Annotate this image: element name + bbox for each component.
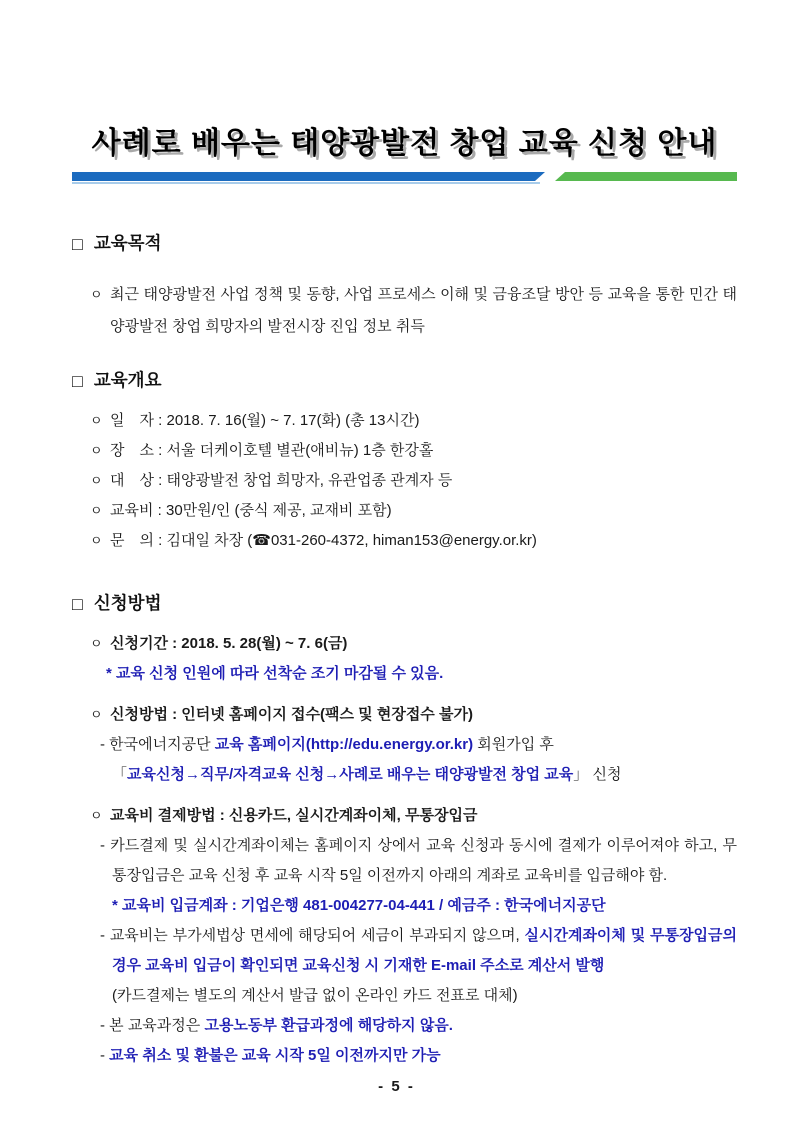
section-apply	[72, 590, 742, 1071]
payment-labor-line	[72, 1011, 737, 1041]
page-title: 사례로 배우는 태양광발전 창업 교육 신청 안내	[91, 127, 718, 160]
blue-bar-segment	[72, 172, 545, 181]
apply-method-path-line	[72, 760, 737, 790]
title-underline-bar	[72, 172, 737, 184]
light-blue-underline	[72, 182, 540, 184]
overview-item-label: 일 자	[110, 412, 154, 429]
tax-exempt-text: - 교육비는 부가세법상 면세에 해당되어 세금이 부과되지 않으며,	[100, 927, 525, 944]
page-number: - 5 -	[378, 1078, 415, 1095]
payment-method-text: 교육비 결제방법 : 신용카드, 실시간계좌이체, 무통장입금	[110, 807, 478, 824]
overview-item-date	[72, 406, 737, 436]
overview-item-label: 교육비	[110, 502, 154, 519]
section-heading-label: 신청방법	[93, 593, 162, 613]
menu-path-text: 교육신청→직무/자격교육 신청→사례로 배우는 태양광발전 창업 교육	[127, 766, 574, 783]
overview-item-value: 30만원/인 (중식 제공, 교재비 포함)	[166, 502, 392, 519]
apply-payment-title	[72, 801, 737, 831]
square-bullet-icon: □	[72, 594, 83, 614]
path-close-bracket: 」	[573, 766, 589, 783]
square-bullet-icon: □	[72, 371, 83, 391]
payment-card-line	[72, 831, 737, 891]
no-refund-course-text: 고용노동부 환급과정에 해당하지 않음.	[204, 1017, 453, 1034]
section-apply-heading	[72, 590, 737, 615]
overview-item-audience	[72, 466, 737, 496]
circle-bullet-icon: ㅇ	[90, 533, 103, 548]
circle-bullet-icon: ㅇ	[90, 808, 103, 823]
circle-bullet-icon: ㅇ	[90, 707, 103, 722]
overview-item-separator: :	[153, 472, 167, 489]
homepage-line-suffix: 회원가입 후	[473, 736, 554, 753]
apply-period-group	[72, 629, 737, 689]
payment-tax-line	[72, 921, 742, 981]
path-suffix-text: 신청	[588, 766, 622, 783]
section-overview	[72, 367, 737, 556]
payment-card-slip-line	[72, 981, 737, 1011]
bank-account-text: * 교육비 입금계좌 : 기업은행 481-004277-04-441 / 예금주 : 한국에너지공단	[112, 897, 606, 914]
overview-item-contact	[72, 526, 737, 556]
section-heading-label: 교육목적	[93, 233, 162, 253]
overview-item-separator: :	[153, 442, 167, 459]
path-open-bracket: 「	[112, 766, 128, 783]
apply-method-text: 신청방법 : 인터넷 홈페이지 접수(팩스 및 현장접수 불가)	[110, 706, 473, 723]
cancel-refund-text: 교육 취소 및 환불은 교육 시작 5일 이전까지만 가능	[109, 1047, 441, 1064]
purpose-paragraph	[72, 279, 737, 343]
overview-item-label: 문 의	[110, 532, 154, 549]
apply-payment-group	[72, 801, 742, 1071]
first-come-note-text: * 교육 신청 인원에 따라 선착순 조기 마감될 수 있음.	[106, 665, 444, 682]
card-transfer-text: - 카드결제 및 실시간계좌이체는 홈페이지 상에서 교육 신청과 동시에 결제가 이루어져야 하고, 무통장입금은 교육 신청 후 교육 시작 5일 이전까지 아래의 계좌로 교육비를 입금해야 함.	[100, 837, 737, 884]
overview-item-label: 장 소	[110, 442, 154, 459]
circle-bullet-icon: ㅇ	[90, 473, 103, 488]
green-bar-segment	[555, 172, 737, 181]
apply-method-title	[72, 700, 737, 730]
overview-item-venue	[72, 436, 737, 466]
overview-item-fee	[72, 496, 737, 526]
overview-item-label: 대 상	[110, 472, 154, 489]
overview-item-separator: :	[153, 532, 167, 549]
payment-account-line	[72, 891, 737, 921]
overview-item-value: 태양광발전 창업 희망자, 유관업종 관계자 등	[166, 472, 453, 489]
invoice-issue-text: 실시간계좌이체 및 무통장입금의 경우 교육비 입금이 확인되면 교육신청 시 기재한 E-mail 주소로 계산서 발행	[112, 927, 742, 974]
labor-line-prefix: - 본 교육과정은	[100, 1017, 205, 1034]
refund-line-prefix: -	[100, 1047, 110, 1064]
apply-method-group	[72, 700, 737, 790]
payment-refund-line	[72, 1041, 737, 1071]
homepage-url-text: 교육 홈페이지(http://edu.energy.or.kr)	[214, 736, 474, 753]
circle-bullet-icon: ㅇ	[90, 413, 103, 428]
circle-bullet-icon: ㅇ	[90, 443, 103, 458]
card-slip-text: (카드결제는 별도의 계산서 발급 없이 온라인 카드 전표로 대체)	[112, 987, 518, 1004]
apply-period-title	[72, 629, 737, 659]
apply-period-text: 신청기간 : 2018. 5. 28(월) ~ 7. 6(금)	[110, 635, 348, 652]
apply-method-homepage-line	[72, 730, 737, 760]
overview-item-separator: :	[153, 502, 166, 519]
overview-item-separator: :	[153, 412, 167, 429]
purpose-text: 최근 태양광발전 사업 정책 및 동향, 사업 프로세스 이해 및 금융조달 방안 등 교육을 통한 민간 태양광발전 창업 희망자의 발전시장 진입 정보 취득	[110, 286, 737, 335]
document-content	[72, 118, 742, 1071]
section-purpose-heading	[72, 230, 737, 255]
section-overview-heading	[72, 367, 737, 392]
apply-period-note	[72, 659, 737, 689]
section-heading-label: 교육개요	[93, 370, 162, 390]
overview-list	[72, 406, 737, 556]
circle-bullet-icon: ㅇ	[90, 636, 103, 651]
circle-bullet-icon: ㅇ	[90, 287, 103, 302]
section-purpose	[72, 230, 737, 343]
overview-item-value: 서울 더케이호텔 별관(애비뉴) 1층 한강홀	[166, 442, 434, 459]
overview-item-value: 김대일 차장 (☎031-260-4372, himan153@energy.or.kr)	[166, 532, 537, 549]
overview-item-value: 2018. 7. 16(월) ~ 7. 17(화) (총 13시간)	[166, 412, 420, 429]
homepage-line-prefix: - 한국에너지공단	[100, 736, 215, 753]
square-bullet-icon: □	[72, 234, 83, 254]
circle-bullet-icon: ㅇ	[90, 503, 103, 518]
